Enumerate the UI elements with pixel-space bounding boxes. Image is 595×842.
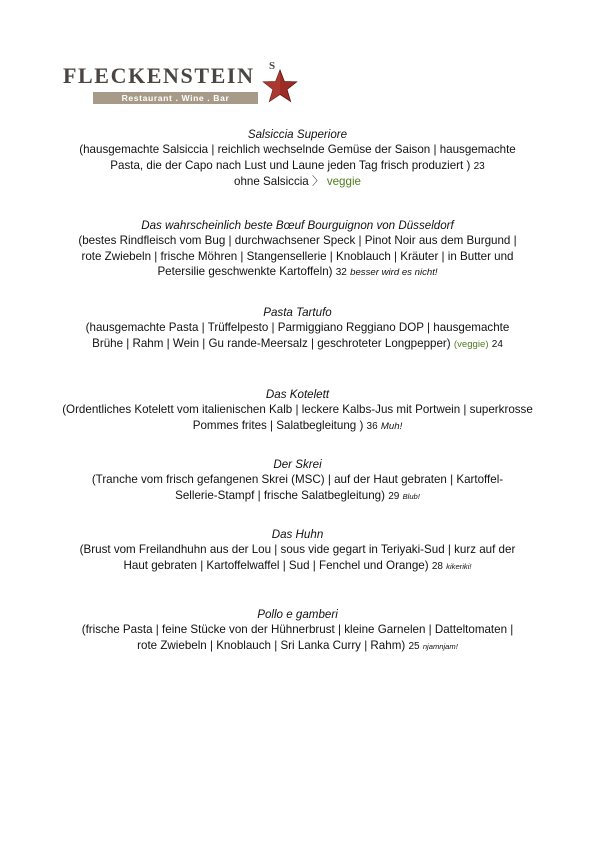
menu-item-description: Brühe | Rahm | Wein | Gu rande-Meersalz | geschroteter Longpepper) bbox=[92, 336, 451, 350]
menu-item bbox=[40, 457, 555, 504]
menu-item-price: 24 bbox=[491, 338, 503, 350]
logo-tagline: Restaurant . Wine . Bar bbox=[93, 92, 258, 104]
menu-item-price: 23 bbox=[473, 160, 485, 172]
menu-item-title: Das Kotelett bbox=[265, 388, 330, 401]
menu-item-title: Das wahrscheinlich beste Bœuf Bourguignon von Düsseldorf bbox=[141, 219, 454, 232]
menu-item-description: (hausgemachte Pasta | Trüffelpesto | Parmiggiano Reggiano DOP | hausgemachte bbox=[85, 321, 510, 335]
menu-item-description: (hausgemachte Salsiccia | reichlich wechselnde Gemüse der Saison | hausgemachte bbox=[79, 143, 516, 157]
menu-item bbox=[40, 218, 555, 281]
menu-item-description: (frische Pasta | feine Stücke von der Hühnerbrust | kleine Garnelen | Datteltomaten | bbox=[81, 623, 514, 637]
menu-item-description: rote Zwiebeln | frische Möhren | Stangensellerie | Knoblauch | Kräuter | in Butter und bbox=[81, 249, 514, 263]
menu-item-title: Pasta Tartufo bbox=[263, 306, 332, 319]
star-icon bbox=[261, 68, 299, 106]
menu-item-description: rote Zwiebeln | Knoblauch | Sri Lanka Curry | Rahm) bbox=[137, 638, 406, 652]
menu-item-description: (Ordentliches Kotelett vom italienischen Kalb | leckere Kalbs-Jus mit Portwein | superkrosse bbox=[62, 403, 533, 417]
menu-item-price: 36 bbox=[366, 420, 378, 432]
menu-item-description: Haut gebraten | Kartoffelwaffel | Sud | Fenchel und Orange) bbox=[123, 558, 429, 572]
logo-superscript: S bbox=[269, 60, 276, 72]
menu-item-description: (Brust vom Freilandhuhn aus der Lou | sous vide gegart in Teriyaki-Sud | kurz auf der bbox=[79, 543, 516, 557]
menu-item-price: 29 bbox=[388, 490, 400, 502]
menu-item-note: njamnjam! bbox=[422, 641, 458, 651]
menu-item-option: ohne Salsiccia 〉 bbox=[234, 175, 324, 189]
menu-item-price: 25 bbox=[408, 640, 420, 652]
menu-item bbox=[40, 127, 555, 190]
menu-item bbox=[40, 527, 555, 574]
menu-item-note: kikeriki! bbox=[446, 561, 472, 571]
menu-item-title: Pollo e gamberi bbox=[257, 608, 338, 621]
menu-item bbox=[40, 607, 555, 654]
menu-item-price: 32 bbox=[335, 267, 347, 279]
menu-item-description: Pommes frites | Salatbegleitung ) bbox=[192, 418, 364, 432]
menu-item-title: Das Huhn bbox=[271, 528, 324, 541]
menu-item-description: Pasta, die der Capo nach Lust und Laune jeden Tag frisch produziert ) bbox=[110, 158, 471, 172]
menu-item-note: besser wird es nicht! bbox=[350, 267, 438, 279]
menu-item-description: Petersilie geschwenkte Kartoffeln) bbox=[157, 265, 333, 279]
menu-item-description: (bestes Rindfleisch vom Bug | durchwachsener Speck | Pinot Noir aus dem Burgund | bbox=[78, 234, 517, 248]
menu-item-description: (Tranche vom frisch gefangenen Skrei (MSC) | auf der Haut gebraten | Kartoffel- bbox=[91, 473, 504, 487]
menu-item bbox=[40, 305, 555, 352]
logo-wordmark: FLECKENSTEIN bbox=[63, 63, 255, 88]
veggie-label: veggie bbox=[326, 175, 361, 189]
menu-item-note: Blub! bbox=[402, 491, 420, 501]
menu-item-title: Der Skrei bbox=[273, 458, 322, 471]
veggie-label: (veggie) bbox=[453, 338, 489, 350]
menu-item bbox=[40, 387, 555, 434]
menu-item-description: Sellerie-Stampf | frische Salatbegleitung) bbox=[175, 488, 385, 502]
menu-item-title: Salsiccia Superiore bbox=[247, 128, 348, 141]
menu-item-note: Muh! bbox=[380, 420, 403, 432]
menu-item-price: 28 bbox=[431, 560, 443, 572]
restaurant-logo bbox=[63, 62, 303, 108]
